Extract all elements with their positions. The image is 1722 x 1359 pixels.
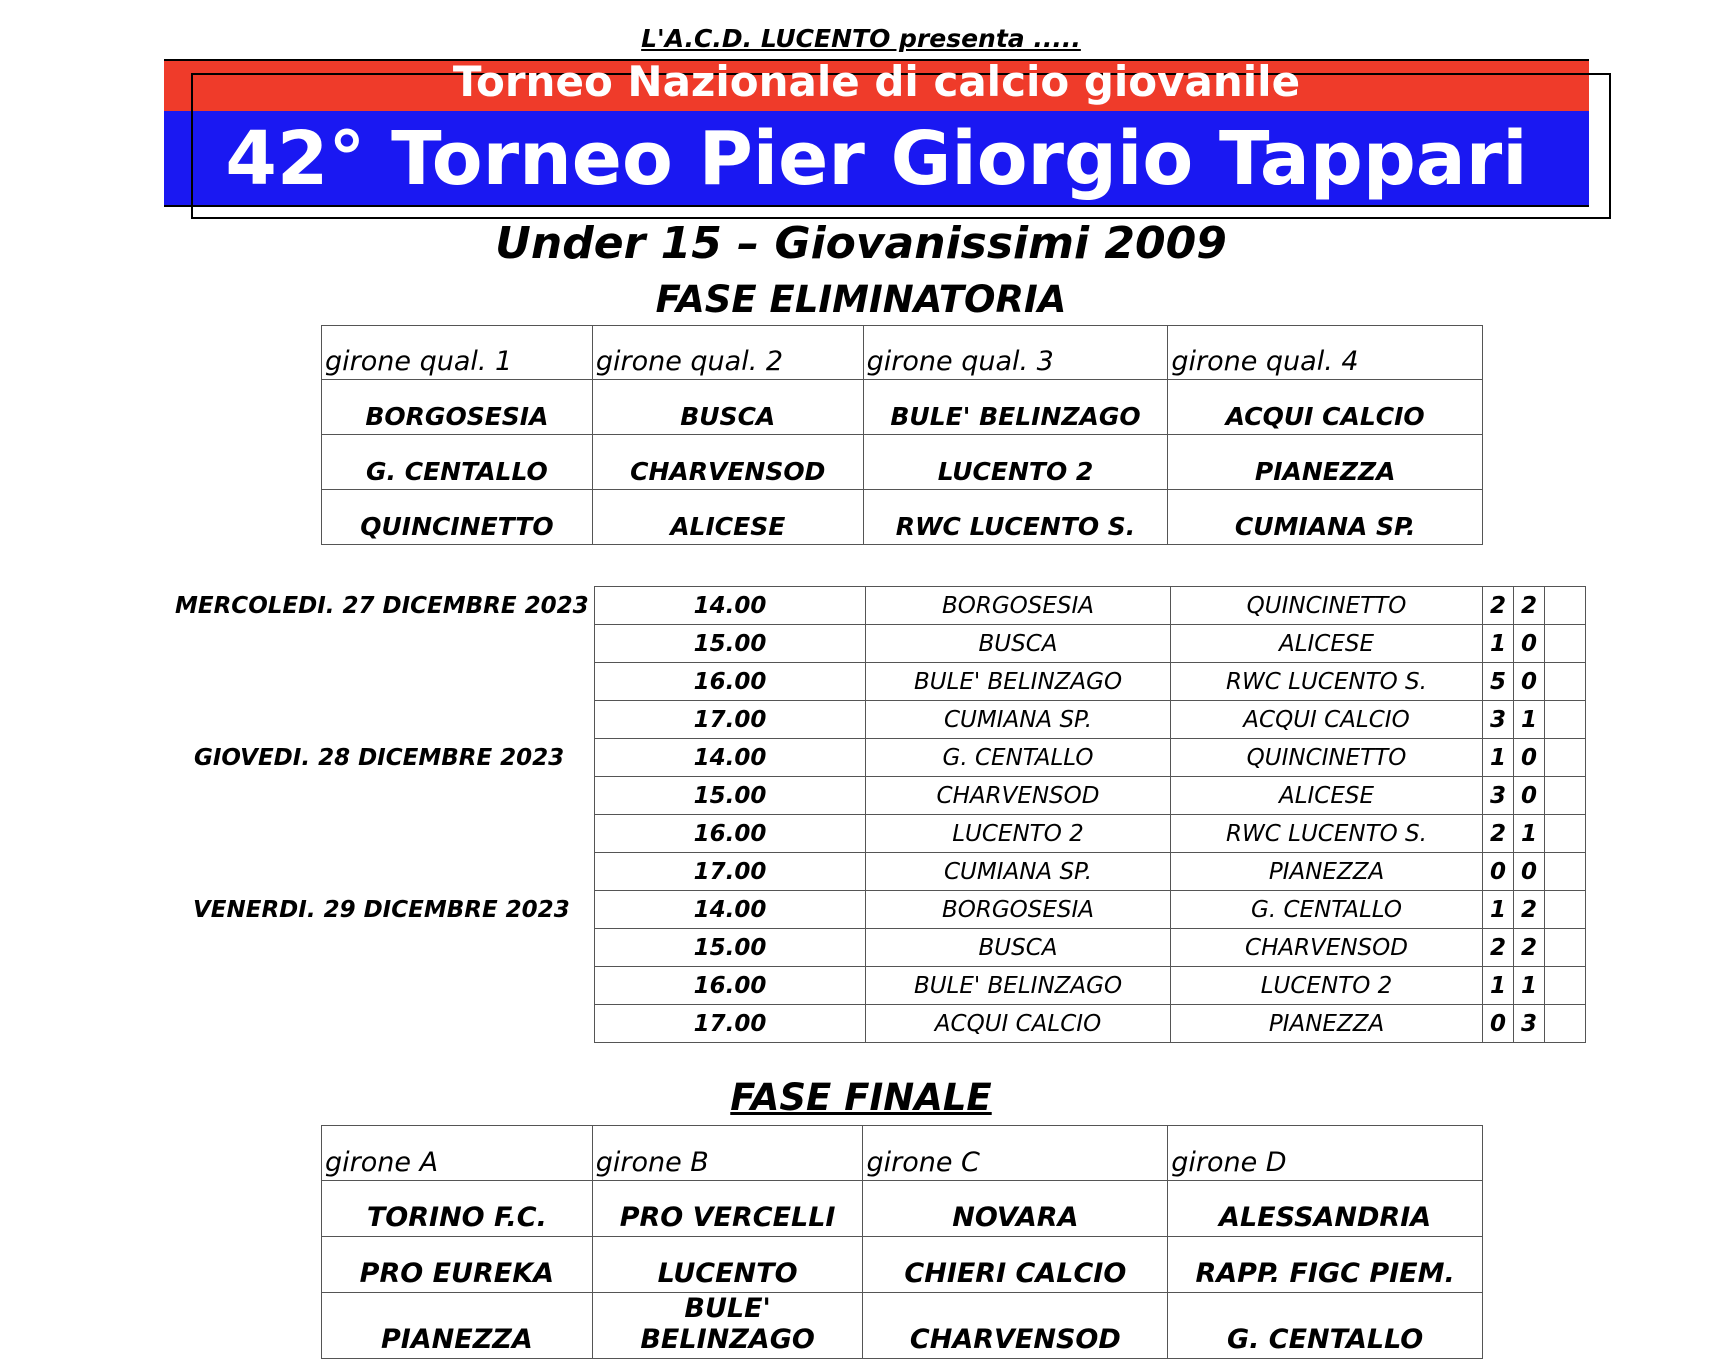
match-schedule-table bbox=[594, 586, 1586, 1043]
home-team: BULE' BELINZAGO bbox=[866, 663, 1171, 701]
table-row bbox=[322, 435, 1483, 490]
table-row bbox=[595, 853, 1586, 891]
team-cell: CHARVENSOD bbox=[592, 435, 863, 490]
home-team: BUSCA bbox=[866, 929, 1171, 967]
away-score: 2 bbox=[1514, 891, 1545, 929]
home-team: G. CENTALLO bbox=[866, 739, 1171, 777]
empty-cell bbox=[1545, 701, 1586, 739]
home-team: BUSCA bbox=[866, 625, 1171, 663]
match-day-label: VENERDI. 29 DICEMBRE 2023 bbox=[193, 897, 570, 923]
away-team: QUINCINETTO bbox=[1171, 587, 1483, 625]
group-header: girone A bbox=[322, 1126, 593, 1181]
team-cell: TORINO F.C. bbox=[322, 1181, 593, 1237]
table-row bbox=[322, 326, 1483, 380]
final-groups-table bbox=[321, 1125, 1483, 1359]
empty-cell bbox=[1545, 853, 1586, 891]
tournament-title: 42° Torneo Pier Giorgio Tappari bbox=[225, 116, 1528, 202]
empty-cell bbox=[1545, 1005, 1586, 1043]
table-row bbox=[595, 625, 1586, 663]
match-time: 14.00 bbox=[595, 739, 866, 777]
team-cell: NOVARA bbox=[863, 1181, 1168, 1237]
home-team: BORGOSESIA bbox=[866, 587, 1171, 625]
team-cell: PRO VERCELLI bbox=[592, 1181, 863, 1237]
home-score: 2 bbox=[1483, 815, 1514, 853]
team-cell: LUCENTO 2 bbox=[863, 435, 1168, 490]
table-row bbox=[595, 663, 1586, 701]
empty-cell bbox=[1545, 777, 1586, 815]
home-score: 1 bbox=[1483, 739, 1514, 777]
group-header: girone qual. 3 bbox=[863, 326, 1168, 380]
group-header: girone qual. 4 bbox=[1168, 326, 1483, 380]
away-score: 2 bbox=[1514, 587, 1545, 625]
team-cell: G. CENTALLO bbox=[322, 435, 593, 490]
empty-cell bbox=[1545, 967, 1586, 1005]
home-score: 2 bbox=[1483, 587, 1514, 625]
table-row bbox=[595, 777, 1586, 815]
match-day-label: GIOVEDI. 28 DICEMBRE 2023 bbox=[194, 745, 565, 771]
group-header: girone qual. 2 bbox=[592, 326, 863, 380]
away-score: 0 bbox=[1514, 663, 1545, 701]
match-time: 15.00 bbox=[595, 777, 866, 815]
group-header: girone B bbox=[592, 1126, 863, 1181]
away-score: 0 bbox=[1514, 853, 1545, 891]
team-cell: ACQUI CALCIO bbox=[1168, 380, 1483, 435]
home-score: 2 bbox=[1483, 929, 1514, 967]
home-score: 3 bbox=[1483, 701, 1514, 739]
team-cell: PIANEZZA bbox=[1168, 435, 1483, 490]
match-time: 17.00 bbox=[595, 853, 866, 891]
away-score: 2 bbox=[1514, 929, 1545, 967]
team-cell: BUSCA bbox=[592, 380, 863, 435]
match-time: 14.00 bbox=[595, 891, 866, 929]
away-score: 0 bbox=[1514, 625, 1545, 663]
phase-final-title: FASE FINALE bbox=[730, 1076, 992, 1119]
table-row bbox=[595, 701, 1586, 739]
team-cell: ALESSANDRIA bbox=[1168, 1181, 1483, 1237]
home-score: 0 bbox=[1483, 1005, 1514, 1043]
match-time: 15.00 bbox=[595, 625, 866, 663]
match-time: 16.00 bbox=[595, 663, 866, 701]
away-team: CHARVENSOD bbox=[1171, 929, 1483, 967]
presenter-line: L'A.C.D. LUCENTO presenta ..... bbox=[641, 24, 1081, 53]
team-cell: BORGOSESIA bbox=[322, 380, 593, 435]
away-team: PIANEZZA bbox=[1171, 853, 1483, 891]
group-header: girone D bbox=[1168, 1126, 1483, 1181]
away-team: RWC LUCENTO S. bbox=[1171, 663, 1483, 701]
match-time: 17.00 bbox=[595, 1005, 866, 1043]
match-time: 14.00 bbox=[595, 587, 866, 625]
group-header: girone C bbox=[863, 1126, 1168, 1181]
team-cell: PRO EUREKA bbox=[322, 1237, 593, 1293]
team-cell: RAPP. FIGC PIEM. bbox=[1168, 1237, 1483, 1293]
home-score: 0 bbox=[1483, 853, 1514, 891]
home-score: 1 bbox=[1483, 967, 1514, 1005]
match-time: 17.00 bbox=[595, 701, 866, 739]
away-score: 1 bbox=[1514, 815, 1545, 853]
match-time: 16.00 bbox=[595, 815, 866, 853]
empty-cell bbox=[1545, 891, 1586, 929]
team-cell: G. CENTALLO bbox=[1168, 1293, 1483, 1359]
empty-cell bbox=[1545, 587, 1586, 625]
home-team: LUCENTO 2 bbox=[866, 815, 1171, 853]
phase-eliminatory-title: FASE ELIMINATORIA bbox=[655, 278, 1067, 321]
qualification-groups-table bbox=[321, 325, 1483, 545]
team-cell: PIANEZZA bbox=[322, 1293, 593, 1359]
home-team: CHARVENSOD bbox=[866, 777, 1171, 815]
match-time: 15.00 bbox=[595, 929, 866, 967]
away-team: PIANEZZA bbox=[1171, 1005, 1483, 1043]
home-team: ACQUI CALCIO bbox=[866, 1005, 1171, 1043]
team-cell: CHIERI CALCIO bbox=[863, 1237, 1168, 1293]
home-score: 5 bbox=[1483, 663, 1514, 701]
away-score: 0 bbox=[1514, 739, 1545, 777]
category-title: Under 15 – Giovanissimi 2009 bbox=[495, 218, 1227, 269]
home-score: 3 bbox=[1483, 777, 1514, 815]
match-time: 16.00 bbox=[595, 967, 866, 1005]
team-cell: RWC LUCENTO S. bbox=[863, 490, 1168, 545]
table-row bbox=[322, 380, 1483, 435]
away-score: 1 bbox=[1514, 701, 1545, 739]
away-team: ACQUI CALCIO bbox=[1171, 701, 1483, 739]
team-cell: CHARVENSOD bbox=[863, 1293, 1168, 1359]
home-team: CUMIANA SP. bbox=[866, 853, 1171, 891]
empty-cell bbox=[1545, 815, 1586, 853]
banner-subtitle: Torneo Nazionale di calcio giovanile bbox=[452, 57, 1301, 106]
team-cell: BULE' BELINZAGO bbox=[592, 1293, 863, 1359]
home-score: 1 bbox=[1483, 891, 1514, 929]
table-row bbox=[322, 1126, 1483, 1181]
table-row bbox=[595, 739, 1586, 777]
home-team: BORGOSESIA bbox=[866, 891, 1171, 929]
home-team: BULE' BELINZAGO bbox=[866, 967, 1171, 1005]
empty-cell bbox=[1545, 663, 1586, 701]
empty-cell bbox=[1545, 739, 1586, 777]
team-cell: QUINCINETTO bbox=[322, 490, 593, 545]
away-score: 0 bbox=[1514, 777, 1545, 815]
home-score: 1 bbox=[1483, 625, 1514, 663]
team-cell: CUMIANA SP. bbox=[1168, 490, 1483, 545]
away-team: RWC LUCENTO S. bbox=[1171, 815, 1483, 853]
table-row bbox=[595, 587, 1586, 625]
away-score: 1 bbox=[1514, 967, 1545, 1005]
match-day-label: MERCOLEDI. 27 DICEMBRE 2023 bbox=[175, 593, 589, 619]
table-row bbox=[595, 891, 1586, 929]
empty-cell bbox=[1545, 625, 1586, 663]
away-team: G. CENTALLO bbox=[1171, 891, 1483, 929]
team-cell: ALICESE bbox=[592, 490, 863, 545]
team-cell: BULE' BELINZAGO bbox=[863, 380, 1168, 435]
table-row bbox=[595, 815, 1586, 853]
table-row bbox=[322, 1293, 1483, 1359]
away-team: LUCENTO 2 bbox=[1171, 967, 1483, 1005]
table-row bbox=[595, 967, 1586, 1005]
away-score: 3 bbox=[1514, 1005, 1545, 1043]
team-cell: LUCENTO bbox=[592, 1237, 863, 1293]
group-header: girone qual. 1 bbox=[322, 326, 593, 380]
away-team: ALICESE bbox=[1171, 777, 1483, 815]
table-row bbox=[322, 1181, 1483, 1237]
home-team: CUMIANA SP. bbox=[866, 701, 1171, 739]
table-row bbox=[322, 1237, 1483, 1293]
table-row bbox=[595, 929, 1586, 967]
table-row bbox=[322, 490, 1483, 545]
away-team: QUINCINETTO bbox=[1171, 739, 1483, 777]
empty-cell bbox=[1545, 929, 1586, 967]
table-row bbox=[595, 1005, 1586, 1043]
away-team: ALICESE bbox=[1171, 625, 1483, 663]
